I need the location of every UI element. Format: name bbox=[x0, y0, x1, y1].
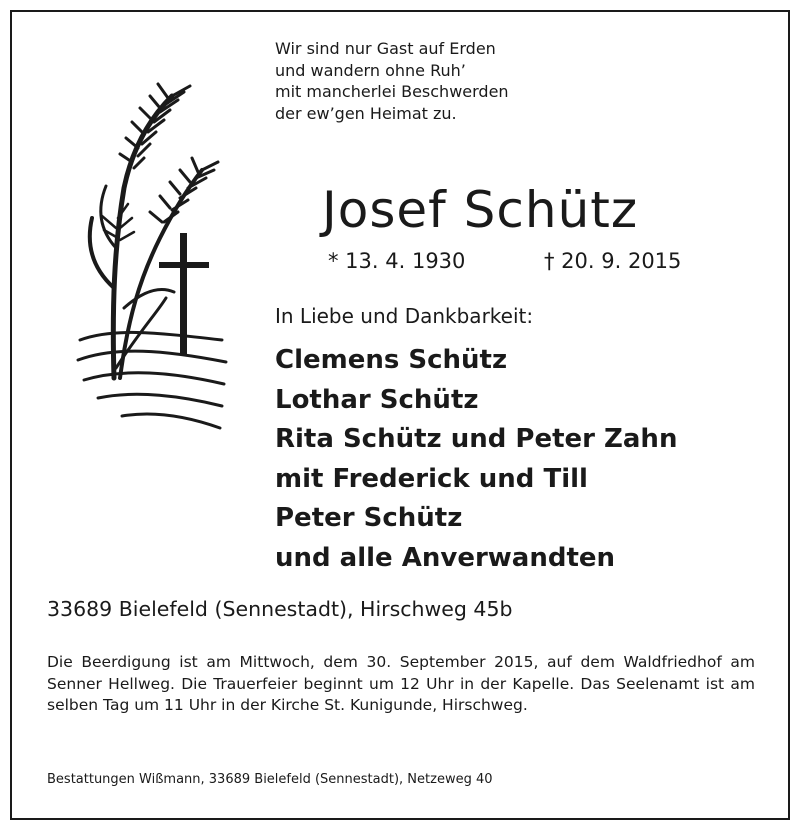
poem-line: und wandern ohne Ruh’ bbox=[275, 60, 466, 80]
mourner-name: Lothar Schütz bbox=[275, 384, 479, 415]
poem-line: der ew’gen Heimat zu. bbox=[275, 103, 457, 123]
mourner-name: Clemens Schütz bbox=[275, 345, 508, 375]
mourners-list bbox=[275, 341, 677, 578]
mourner-name: Peter Schütz bbox=[275, 503, 463, 533]
poem-line: mit mancherlei Beschwerden bbox=[275, 82, 509, 101]
mourner-name: und alle Anverwandten bbox=[275, 542, 616, 573]
deceased-name: Josef Schütz bbox=[322, 181, 639, 239]
mourner-name: mit Frederick und Till bbox=[275, 463, 588, 494]
wheat-and-cross-icon bbox=[72, 78, 228, 440]
funeral-information: Die Beerdigung ist am Mittwoch, dem 30. September 2015, auf dem Waldfriedhof am Senner Hellweg. Die Trauerfeier beginnt um 12 Uhr in der Kapelle. Das Seelenamt ist am selben Tag um 11 Uhr in der Kirche St. Kunigunde, Hirschweg. bbox=[47, 653, 755, 714]
mourners-intro: In Liebe und Dankbarkeit: bbox=[275, 304, 534, 328]
life-dates bbox=[328, 248, 682, 274]
undertaker-info: Bestattungen Wißmann, 33689 Bielefeld (Sennestadt), Netzeweg 40 bbox=[47, 772, 493, 787]
memorial-poem bbox=[275, 38, 509, 124]
poem-line: Wir sind nur Gast auf Erden bbox=[275, 39, 496, 58]
obituary-notice bbox=[10, 10, 790, 820]
death-date: † 20. 9. 2015 bbox=[544, 249, 682, 273]
family-address: 33689 Bielefeld (Sennestadt), Hirschweg 45b bbox=[47, 597, 513, 621]
birth-date: * 13. 4. 1930 bbox=[328, 249, 466, 273]
mourner-name: Rita Schütz und Peter Zahn bbox=[275, 424, 678, 454]
